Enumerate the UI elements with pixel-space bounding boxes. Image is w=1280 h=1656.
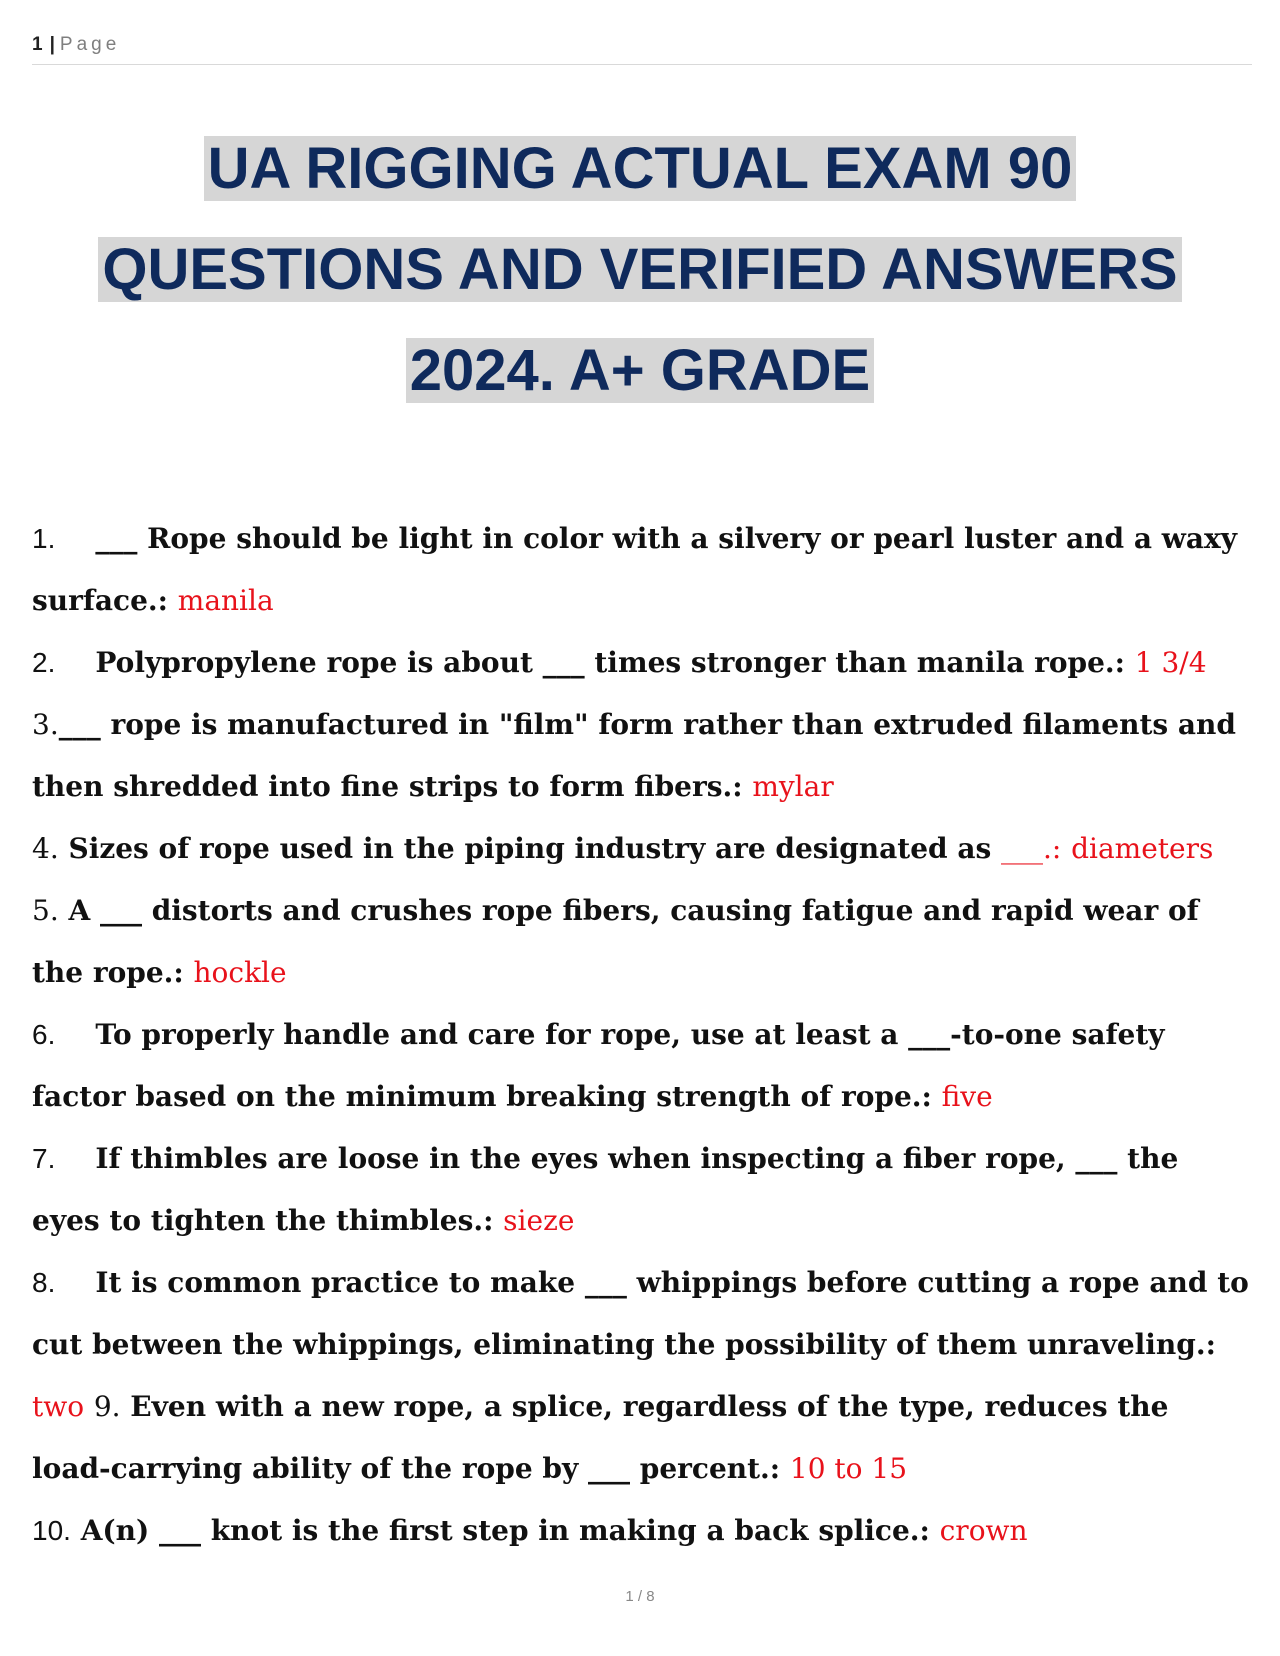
title-line-3: 2024. A+ GRADE: [406, 338, 874, 403]
question-number: 2.: [32, 647, 56, 678]
question-text: ___ rope is manufactured in "film" form rather than extruded filaments and then shredded into fine strips to form fibers.:: [32, 708, 1236, 803]
answer-text: crown: [939, 1514, 1028, 1547]
answer-text: two: [32, 1390, 85, 1423]
title-line-1: UA RIGGING ACTUAL EXAM 90: [204, 136, 1077, 201]
question-number: 8.: [32, 1267, 56, 1298]
answer-blank: ___.:: [1001, 832, 1062, 865]
page-number: 1: [32, 34, 44, 55]
answer-text: 10 to 15: [789, 1452, 908, 1485]
question-item: [32, 1128, 1252, 1252]
question-text: Sizes of rope used in the piping industry are designated as: [68, 832, 992, 865]
answer-text: manila: [177, 584, 274, 617]
question-number: 10.: [32, 1515, 71, 1546]
page-word: Page: [59, 34, 121, 55]
header-separator: |: [49, 34, 56, 55]
question-number: 4.: [32, 832, 59, 865]
question-item: [32, 508, 1252, 632]
question-item: [32, 880, 1252, 1004]
answer-text: sieze: [503, 1204, 575, 1237]
page-indicator: 1 / 8: [625, 1588, 655, 1605]
question-item: [32, 818, 1252, 880]
document-title: [0, 118, 1280, 421]
answer-text: 1 3/4: [1134, 646, 1207, 679]
question-item: [32, 694, 1252, 818]
title-line-2: QUESTIONS AND VERIFIED ANSWERS: [98, 237, 1181, 302]
question-number: 9.: [93, 1390, 121, 1423]
answer-text: mylar: [752, 770, 834, 803]
question-item: [32, 1004, 1252, 1128]
question-item: [32, 1500, 1252, 1562]
question-text: It is common practice to make ___ whippings before cutting a rope and to cut between the whippings, eliminating the possibility of them unraveling.:: [32, 1266, 1249, 1361]
question-text: A(n) ___ knot is the first step in making a back splice.:: [80, 1514, 930, 1547]
question-number: 5.: [32, 894, 59, 927]
answer-text: diameters: [1071, 832, 1214, 865]
answer-text: five: [941, 1080, 993, 1113]
answer-text: hockle: [193, 956, 287, 989]
question-item: [32, 1252, 1252, 1500]
question-number: 3.: [32, 708, 59, 741]
question-list: [32, 508, 1252, 1562]
question-text: A ___ distorts and crushes rope fibers, causing fatigue and rapid wear of the rope.:: [32, 894, 1199, 989]
question-text: If thimbles are loose in the eyes when inspecting a fiber rope, ___ the eyes to tighten the thimbles.:: [32, 1142, 1179, 1237]
question-text: To properly handle and care for rope, use at least a ___-to-one safety factor based on the minimum breaking strength of rope.:: [32, 1018, 1165, 1113]
question-text: Even with a new rope, a splice, regardless of the type, reduces the load-carrying ability of the rope by ___ percent.:: [32, 1390, 1169, 1485]
question-item: [32, 632, 1252, 694]
question-number: 7.: [32, 1143, 56, 1174]
page-header: [32, 34, 1252, 65]
question-number: 1.: [32, 523, 56, 554]
question-text: Polypropylene rope is about ___ times stronger than manila rope.:: [95, 646, 1126, 679]
question-number: 6.: [32, 1019, 56, 1050]
question-text: ___ Rope should be light in color with a silvery or pearl luster and a waxy surface.:: [32, 522, 1237, 617]
